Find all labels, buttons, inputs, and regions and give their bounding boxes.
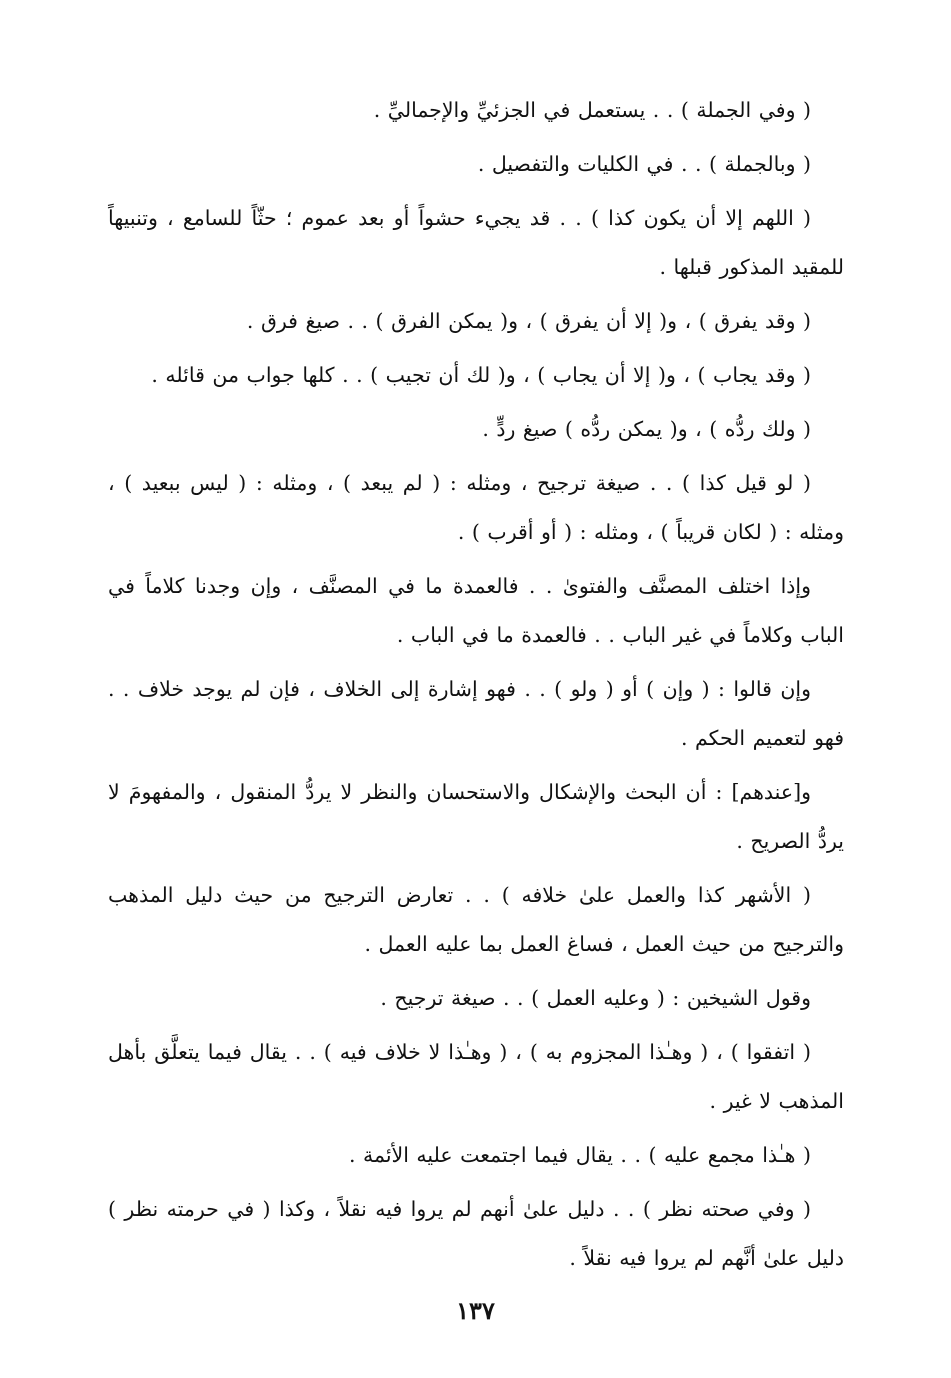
paragraph-9: وإن قالوا : ( وإن ) أو ( ولو ) . . فهو إشارة إلى الخلاف ، فإن لم يوجد خلاف . . فهو لتعميم الحكم . [108, 677, 844, 750]
paragraph-10: و[عندهم] : أن البحث والإشكال والاستحسان والنظر لا يردُّ المنقول ، والمفهومَ لا يردُّ الصريح . [108, 780, 844, 853]
paragraph-12: وقول الشيخين : ( وعليه العمل ) . . صيغة ترجيح . [380, 986, 811, 1010]
paragraph-1: ( وفي الجملة ) . . يستعمل في الجزئيِّ والإجماليِّ . [373, 98, 811, 122]
paragraph-5: ( وقد يجاب ) ، و( إلا أن يجاب ) ، و( لك أن تجيب ) . . كلها جواب من قائله . [151, 363, 811, 387]
paragraph-15: ( وفي صحته نظر ) . . دليل علىٰ أنهم لم يروا فيه نقلاً ، وكذا ( في حرمته نظر ) دليل علىٰ أنَّهم لم يروا فيه نقلاً . [108, 1197, 844, 1270]
paragraph-14: ( هـٰذا مجمع عليه ) . . يقال فيما اجتمعت عليه الأئمة . [348, 1143, 811, 1167]
paragraph-11: ( الأشهر كذا والعمل علىٰ خلافه ) . . تعارض الترجيح من حيث دليل المذهب والترجيح من حيث العمل ، فساغ العمل بما عليه العمل . [108, 883, 844, 956]
paragraph-13: ( اتفقوا ) ، ( وهـٰذا المجزوم به ) ، ( وهـٰذا لا خلاف فيه ) . . يقال فيما يتعلَّق بأهل المذهب لا غير . [108, 1040, 844, 1113]
page-body [108, 86, 844, 1288]
paragraph-4: ( وقد يفرق ) ، و( إلا أن يفرق ) ، و( يمكن الفرق ) . . صيغ فرق . [246, 309, 811, 333]
paragraph-8: وإذا اختلف المصنَّف والفتوىٰ . . فالعمدة ما في المصنَّف ، وإن وجدنا كلاماً في الباب وكلاماً في غير الباب . . فالعمدة ما في الباب . [108, 574, 844, 647]
paragraph-3: ( اللهم إلا أن يكون كذا ) . . قد يجيء حشواً أو بعد عموم ؛ حثّاً للسامع ، وتنبيهاً للمقيد المذكور قبلها . [108, 206, 844, 279]
paragraph-7: ( لو قيل كذا ) . . صيغة ترجيح ، ومثله : ( لم يبعد ) ، ومثله : ( ليس ببعيد ) ، ومثله : ( لكان قريباً ) ، ومثله : ( أو أقرب ) . [108, 471, 844, 544]
page-number: ١٣٧ [456, 1296, 495, 1325]
paragraph-2: ( وبالجملة ) . . في الكليات والتفصيل . [477, 152, 811, 176]
paragraph-6: ( ولك ردُّه ) ، و( يمكن ردُّه ) صيغ ردٍّ . [482, 417, 811, 441]
